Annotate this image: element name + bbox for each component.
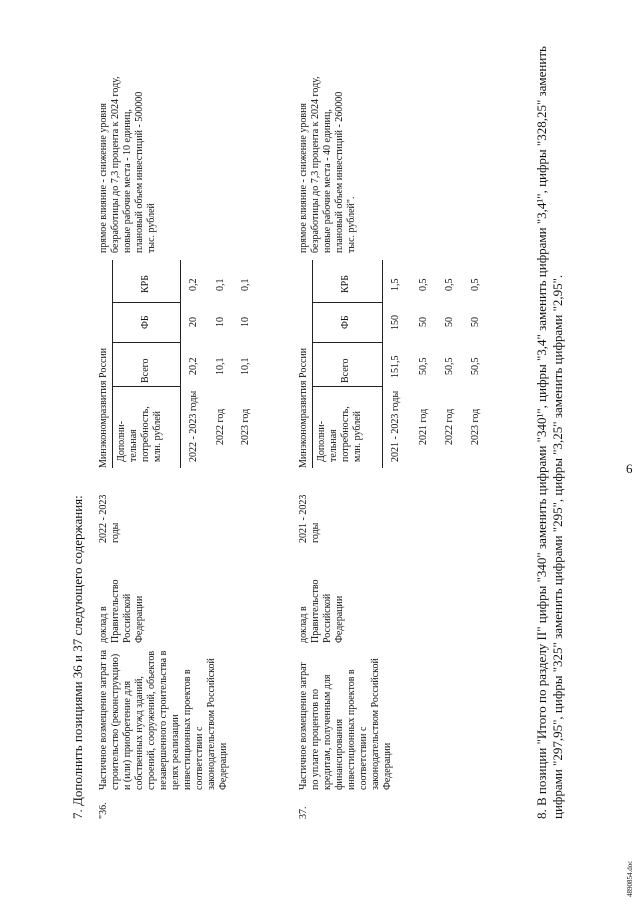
finance-period: 2021 - 2023 годы — [390, 390, 401, 462]
row-number: "36. — [98, 802, 109, 819]
measure-text: Частичное возмещение затрат по уплате процентов по кредитам, полученным для финансирования инвестиционных проектов в соответствии с законодательством Российской Федерации — [298, 658, 393, 790]
finance-period: 2022 год — [215, 408, 226, 445]
finance-header-fb: ФБ — [340, 315, 351, 329]
finance-period: 2022 - 2023 годы — [188, 390, 199, 462]
doc-id: 4890854.doc — [626, 860, 634, 897]
finance-fb: 10 — [240, 317, 251, 327]
finance-krb: 0,5 — [444, 278, 455, 291]
finance-krb: 0,2 — [188, 278, 199, 291]
finance-header-total: Всего — [340, 358, 351, 383]
finance-header-total: Всего — [140, 358, 151, 383]
finance-total: 50,5 — [470, 357, 481, 375]
finance-fb: 10 — [215, 317, 226, 327]
finance-total: 20,2 — [188, 357, 199, 375]
executor: Минэкономразвития России — [98, 347, 109, 468]
finance-header-need: Дополни-тельная потребность, млн. рублей — [116, 406, 163, 462]
finance-krb: 0,1 — [240, 278, 251, 291]
finance-header-fb: ФБ — [140, 315, 151, 329]
finance-period: 2023 год — [240, 408, 251, 445]
finance-total: 151,5 — [390, 355, 401, 378]
finance-period: 2021 год — [418, 408, 429, 445]
finance-fb: 50 — [418, 317, 429, 327]
finance-total: 50,5 — [418, 357, 429, 375]
term: 2021 - 2023 годы — [298, 494, 321, 543]
finance-fb: 50 — [470, 317, 481, 327]
paragraph-8: 8. В позиции "Итого по разделу II" цифры "340" заменить цифрами "340¹", цифры "3,4" заменить цифрами "3,4¹", цифры "328,25" заменить цифрами "297,95", цифры "325" заменить цифрами "295", цифры "3,25" заменить цифрами "2,95". — [534, 46, 565, 819]
finance-period: 2022 год — [444, 408, 455, 445]
finance-total: 50,5 — [444, 357, 455, 375]
row-number: 37. — [298, 806, 309, 819]
term: 2022 - 2023 годы — [98, 494, 121, 543]
measure-text: Частичное возмещение затрат на строительство (реконструкцию) и (или) приобретение для собственных нужд зданий, строений, сооружений, объектов незавершенного строительства в целях реализации инвестиционных проектов в соответствии с законодательством Российской Федерации — [98, 649, 229, 790]
executor: Минэкономразвития России — [298, 347, 309, 468]
finance-header-need: Дополни-тельная потребность, млн. рублей — [316, 406, 363, 462]
finance-krb: 0,5 — [418, 278, 429, 291]
finance-krb: 0,5 — [470, 278, 481, 291]
finance-total: 10,1 — [215, 357, 226, 375]
indicator-text: прямое влияние - снижение уровня безработицы до 7,3 процента к 2024 году, новые рабочие места - 40 единиц, плановый объем инвестиций - 260000 тыс. рублей". — [298, 76, 357, 253]
page-number: 6 — [626, 461, 633, 476]
indicator-text: прямое влияние - снижение уровня безработицы до 7,3 процента к 2024 году, новые рабочие места - 10 единиц, плановый объем инвестиций - 500000 тыс. рублей — [98, 76, 157, 253]
finance-header-krb: КРБ — [340, 275, 351, 293]
finance-total: 10,1 — [240, 357, 251, 375]
finance-fb: 50 — [444, 317, 455, 327]
finance-header-krb: КРБ — [140, 275, 151, 293]
finance-krb: 1,5 — [390, 278, 401, 291]
finance-fb: 150 — [390, 315, 401, 330]
report-form: доклад в Правительство Российской Федерации — [298, 579, 345, 643]
finance-period: 2023 год — [470, 408, 481, 445]
finance-fb: 20 — [188, 317, 199, 327]
finance-krb: 0,1 — [215, 278, 226, 291]
report-form: доклад в Правительство Российской Федерации — [98, 579, 145, 643]
intro-line: 7. Дополнить позициями 36 и 37 следующего содержания: — [70, 495, 85, 819]
